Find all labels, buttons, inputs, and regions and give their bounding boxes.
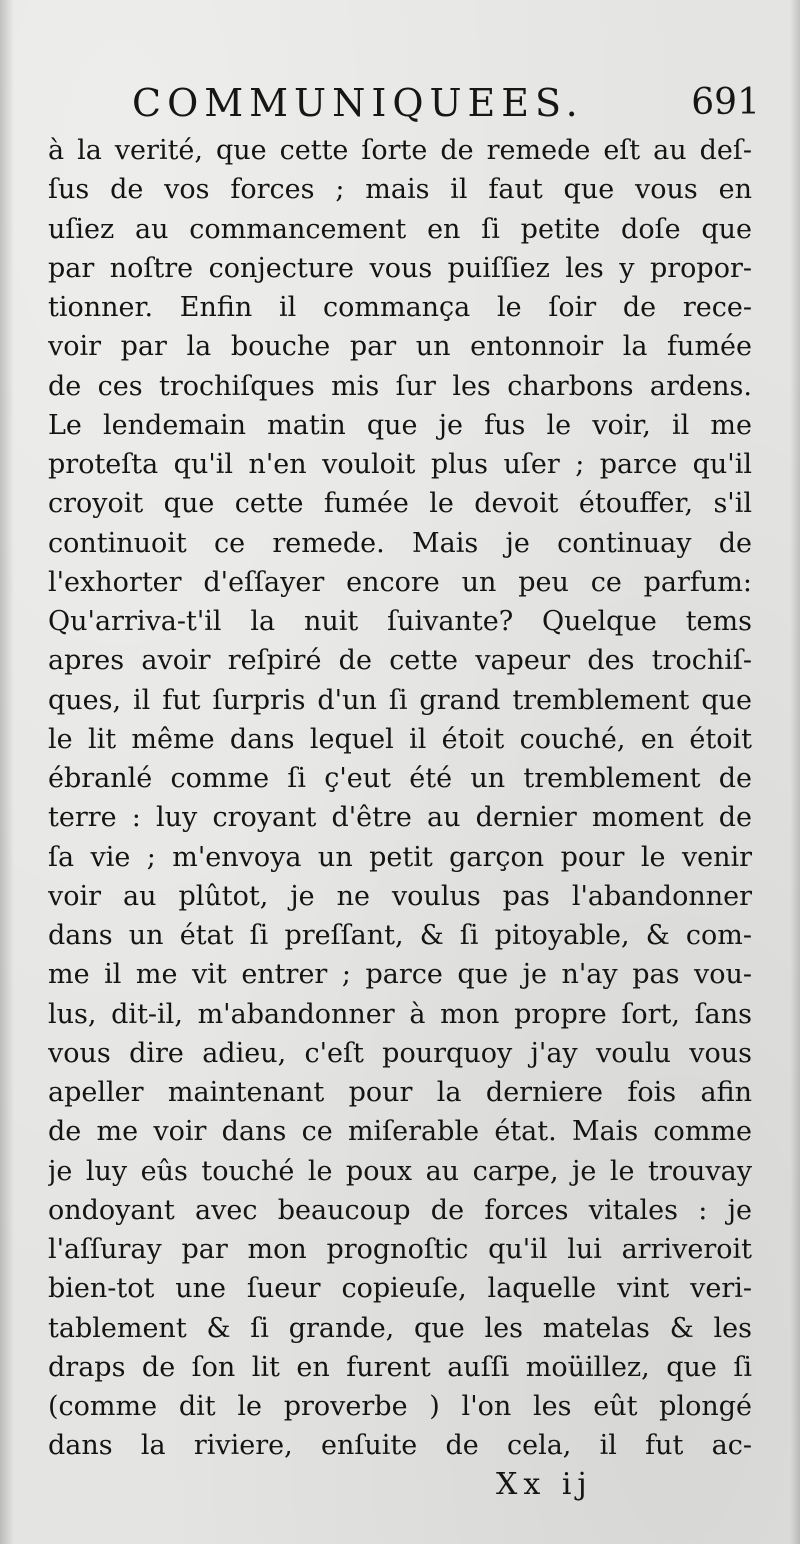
running-head	[0, 78, 800, 128]
page-number: 691	[691, 82, 760, 123]
text-line: l'aſſuray par mon prognoſtic qu'il lui arriveroit	[48, 1234, 752, 1265]
text-line: dans la riviere, enſuite de cela, il fut ac-	[48, 1430, 752, 1462]
text-line: ébranlé comme ſi ç'eut été un tremblement de	[48, 763, 752, 794]
text-line: vous dire adieu, c'eſt pourquoy j'ay voulu vous	[48, 1037, 752, 1069]
text-line: Qu'arriva-t'il la nuit ſuivante? Quelque tems	[48, 606, 752, 637]
text-line: Le lendemain matin que je fus le voir, il me	[48, 409, 752, 441]
text-line: à la verité, que cette ſorte de remede eſt au deſ-	[48, 135, 752, 166]
text-line: ſus de vos forces ; mais il faut que vous en	[48, 174, 752, 206]
body-text	[48, 131, 752, 1466]
text-line: (comme dit le proverbe ) l'on les eût plongé	[48, 1391, 752, 1422]
text-line: par noſtre conjecture vous puiſſiez les y propor-	[48, 252, 752, 284]
text-line: uſiez au commancement en ſi petite doſe que	[48, 213, 752, 245]
signature-mark: Xx ij	[496, 1467, 593, 1502]
text-line: ondoyant avec beaucoup de forces vitales : je	[48, 1194, 752, 1226]
text-line: ques, il fut ſurpris d'un ſi grand tremblement que	[48, 684, 752, 716]
text-line: je luy eûs touché le poux au carpe, je le trouvay	[48, 1155, 752, 1187]
page-edge-shadow-left	[0, 0, 14, 1544]
text-line: dans un état ſi preſſant, & ſi pitoyable, & com-	[48, 920, 752, 951]
page-edge-shadow-right	[790, 0, 800, 1544]
text-line: le lit même dans lequel il étoit couché, en étoit	[48, 723, 752, 755]
text-line: apres avoir reſpiré de cette vapeur des trochiſ-	[48, 645, 752, 677]
text-line: terre : luy croyant d'être au dernier moment de	[48, 802, 752, 834]
text-line: bien-tot une ſueur copieuſe, laquelle vint veri-	[48, 1273, 752, 1305]
text-line: lus, dit-il, m'abandonner à mon propre ſort, ſans	[48, 998, 752, 1030]
text-line: voir par la bouche par un entonnoir la fumée	[48, 331, 752, 363]
text-line: tionner. Enfin il commança le ſoir de rece-	[48, 292, 752, 323]
text-line: de ces trochiſques mis ſur les charbons ardens.	[48, 370, 752, 402]
text-line: voir au plûtot, je ne voulus pas l'abandonner	[48, 880, 752, 912]
text-line: proteſta qu'il n'en vouloit plus uſer ; parce qu'il	[48, 449, 752, 480]
text-line: me il me vit entrer ; parce que je n'ay pas vou-	[48, 959, 752, 991]
text-line: tablement & ſi grande, que les matelas & les	[48, 1312, 752, 1344]
text-line: de me voir dans ce miſerable état. Mais comme	[48, 1116, 752, 1148]
text-line: apeller maintenant pour la derniere fois afin	[48, 1077, 752, 1108]
text-line: croyoit que cette fumée le devoit étouffer, s'il	[48, 488, 752, 520]
text-line: continuoit ce remede. Mais je continuay de	[48, 527, 752, 559]
text-line: draps de ſon lit en furent auſſi moüillez, que ſi	[48, 1351, 752, 1383]
text-line: l'exhorter d'eſſayer encore un peu ce parfum:	[48, 566, 752, 598]
text-line: ſa vie ; m'envoya un petit garçon pour le venir	[48, 841, 752, 873]
running-head-title: COMMUNIQUEES.	[132, 81, 584, 125]
